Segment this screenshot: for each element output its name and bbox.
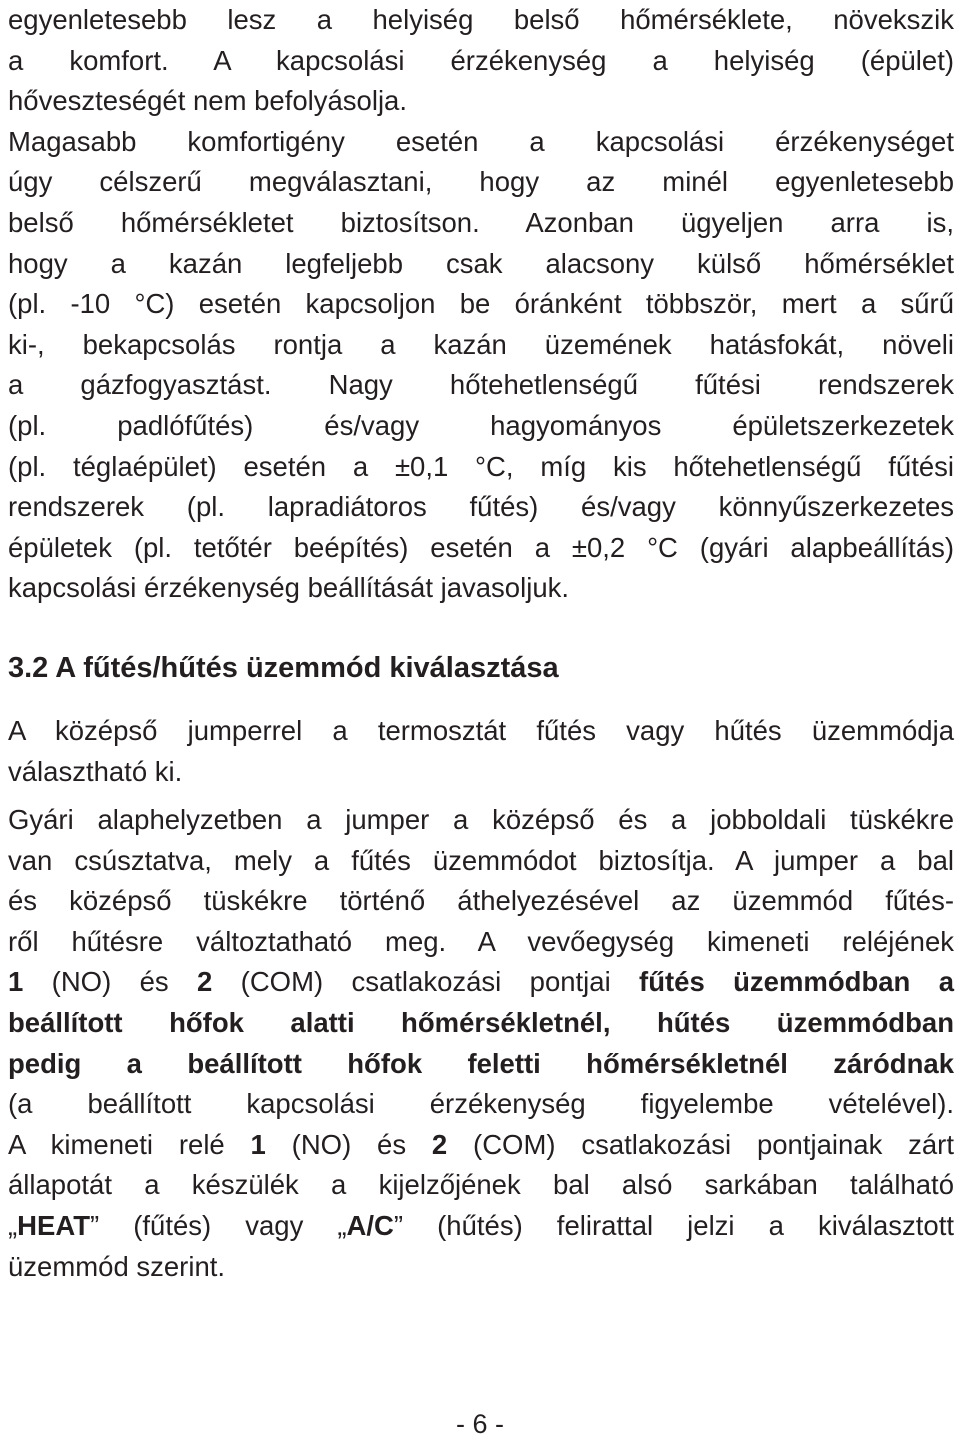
text-line: (pl. -10 °C) esetén kapcsoljon be óránként többször, mert a sűrű — [8, 288, 954, 320]
emphasis-line: pedig a beállított hőfok feletti hőmérsékletnél záródnak — [8, 1047, 954, 1079]
section-heading: 3.2 A fűtés/hűtés üzemmód kiválasztása — [8, 652, 559, 684]
text-line: Gyári alaphelyzetben a jumper a középső és a jobboldali tüskékre — [8, 804, 954, 835]
text-line: A középső jumperrel a termosztát fűtés vagy hűtés üzemmódja — [8, 715, 954, 746]
text-line: úgy célszerű megválasztani, hogy az minél egyenletesebb — [8, 166, 954, 198]
terminal-number: 1 — [250, 1128, 266, 1160]
paragraph-jumper-details — [8, 800, 954, 1287]
text-run: A kimeneti relé — [8, 1128, 251, 1160]
text-line: kapcsolási érzékenység beállítását javasoljuk. — [8, 572, 569, 604]
text-line: állapotát a készülék a kijelzőjének bal alsó sarkában található — [8, 1169, 954, 1201]
text-line — [8, 1125, 954, 1166]
text-line: választható ki. — [8, 755, 183, 787]
terminal-number: 2 — [431, 1128, 448, 1160]
text-line: ről hűtésre változtatható meg. A vevőegység kimeneti reléjének — [8, 925, 954, 957]
text-line — [8, 962, 954, 1003]
text-run: (COM) csatlakozási pontjainak zárt — [447, 1128, 954, 1160]
text-line: rendszerek (pl. lapradiátoros fűtés) és/vagy könnyűszerkezetes — [8, 491, 954, 523]
emphasis-line: beállított hőfok alatti hőmérsékletnél, hűtés üzemmódban — [8, 1006, 954, 1038]
text-run: ” (fűtés) vagy „ — [90, 1209, 347, 1241]
text-line: belső hőmérsékletet biztosítson. Azonban ügyeljen arra is, — [8, 206, 954, 238]
text-line: a komfort. A kapcsolási érzékenység a helyiség (épület) — [8, 44, 954, 76]
text-line: van csúsztatva, mely a fűtés üzemmódot biztosítja. A jumper a bal — [8, 844, 954, 876]
text-line: a gázfogyasztást. Nagy hőtehetlenségű fűtési rendszerek — [8, 369, 954, 401]
text-run: (NO) és — [265, 1128, 432, 1160]
text-line: és középső tüskékre történő áthelyezésével az üzemmód fűtés- — [8, 885, 954, 917]
text-line: Magasabb komfortigény esetén a kapcsolási érzékenységet — [8, 125, 954, 157]
text-line — [8, 1206, 954, 1247]
terminal-number: 2 — [197, 966, 213, 998]
text-line: (pl. téglaépület) esetén a ±0,1 °C, míg kis hőtehetlenségű fűtési — [8, 450, 954, 482]
text-line: épületek (pl. tetőtér beépítés) esetén a ±0,2 °C (gyári alapbeállítás) — [8, 531, 954, 563]
page-number: - 6 - — [455, 1409, 504, 1439]
terminal-number: 1 — [8, 966, 24, 998]
text-line: ki-, bekapcsolás rontja a kazán üzemének hatásfokát, növeli — [8, 328, 954, 360]
text-line: (pl. padlófűtés) és/vagy hagyományos épületszerkezetek — [8, 409, 954, 441]
text-run: (COM) csatlakozási pontjai — [212, 966, 640, 998]
ac-label: A/C — [346, 1209, 394, 1241]
text-line: hőveszteségét nem befolyásolja. — [8, 85, 407, 117]
text-line: (a beállított kapcsolási érzékenység figyelembe vételével). — [8, 1088, 954, 1120]
paragraph-comfort-sensitivity — [8, 0, 954, 609]
text-line: hogy a kazán legfeljebb csak alacsony külső hőmérséklet — [8, 247, 954, 279]
text-run: (NO) és — [23, 966, 197, 998]
text-run: ” (hűtés) felirattal jelzi a kiválasztott — [393, 1209, 954, 1241]
paragraph-jumper-intro — [8, 711, 954, 792]
heat-label: HEAT — [17, 1209, 90, 1241]
text-run: „ — [8, 1209, 18, 1241]
text-line: üzemmód szerint. — [8, 1250, 226, 1282]
emphasis-text: fűtés üzemmódban a — [639, 966, 955, 998]
text-line: egyenletesebb lesz a helyiség belső hőmérséklete, növekszik — [8, 4, 954, 35]
